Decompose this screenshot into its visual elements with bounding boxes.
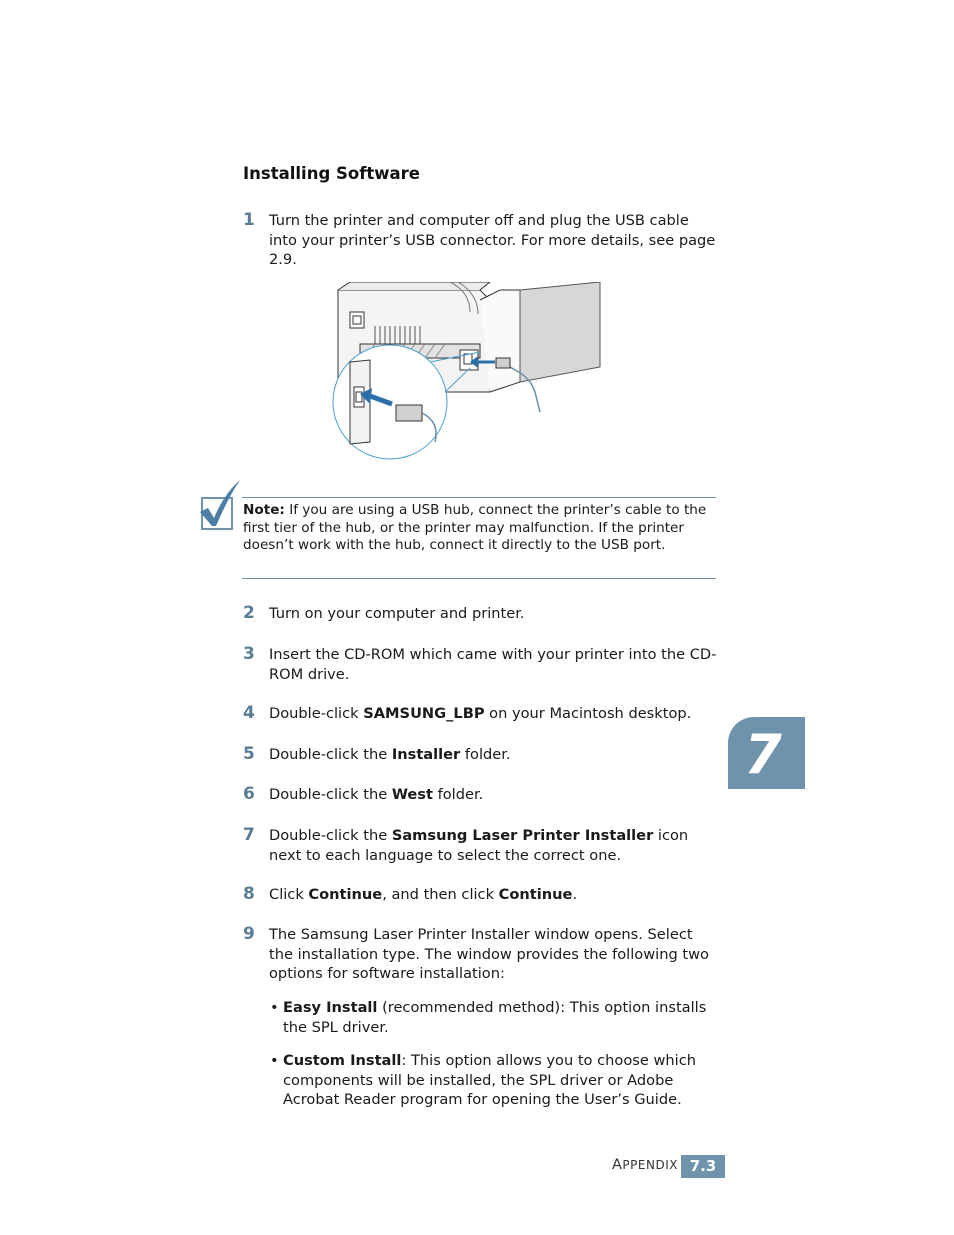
bold-text-run: Samsung Laser Printer Installer bbox=[391, 827, 654, 844]
step-number: 4 bbox=[243, 703, 255, 723]
note-body: If you are using a USB hub, connect the printer’s cable to the first tier of the hub, or the printer may malfunction. If the printer doesn’t work with the hub, connect it directly to the USB port. bbox=[243, 502, 707, 553]
note-text bbox=[243, 502, 713, 555]
note-top-rule bbox=[242, 497, 716, 498]
step-text bbox=[269, 211, 719, 270]
step-text bbox=[269, 826, 719, 865]
chapter-tab bbox=[728, 717, 805, 789]
step-number: 5 bbox=[243, 744, 255, 764]
bold-text-run: Easy Install bbox=[283, 999, 378, 1016]
note-label: Note: bbox=[243, 502, 285, 518]
bullet-text bbox=[283, 998, 718, 1037]
text-run: icon next to each language to select the correct one. bbox=[269, 827, 689, 864]
text-run: Double-click bbox=[269, 705, 364, 722]
step-number: 8 bbox=[243, 884, 255, 904]
step-number: 3 bbox=[243, 644, 255, 664]
step-number: 6 bbox=[243, 784, 255, 804]
step-text bbox=[269, 704, 719, 724]
text-run: Double-click the bbox=[269, 827, 392, 844]
text-run: folder. bbox=[432, 786, 484, 803]
bold-text-run: Continue bbox=[498, 886, 573, 903]
usb-connection-illustration bbox=[330, 282, 605, 462]
bullet-marker: • bbox=[270, 1052, 279, 1069]
text-run: folder. bbox=[460, 746, 511, 763]
bullet-item bbox=[270, 998, 718, 1037]
step-text bbox=[269, 925, 719, 984]
step-number: 1 bbox=[243, 210, 255, 230]
checkmark-note-icon bbox=[198, 478, 242, 532]
text-run: : This option allows you to choose which components will be installed, the SPL driver or Adobe Acrobat Reader program for opening the User’s Guide. bbox=[283, 1052, 696, 1108]
footer-label-rest: PPENDIX bbox=[622, 1158, 678, 1172]
footer-label-initial: A bbox=[612, 1157, 623, 1173]
text-run: Double-click the bbox=[269, 786, 392, 803]
note-bottom-rule bbox=[242, 578, 716, 579]
text-run: on your Macintosh desktop. bbox=[484, 705, 692, 722]
bold-text-run: Installer bbox=[391, 746, 461, 763]
page-number: 7.3 bbox=[681, 1155, 725, 1178]
text-run: , and then click bbox=[382, 886, 499, 903]
text-run: The Samsung Laser Printer Installer window opens. Select the installation type. The window provides the following two options for software installation: bbox=[269, 926, 709, 982]
bullet-text bbox=[283, 1051, 718, 1110]
bold-text-run: SAMSUNG_LBP bbox=[363, 705, 485, 722]
text-run: Turn on your computer and printer. bbox=[269, 605, 525, 622]
step-text bbox=[269, 885, 719, 905]
text-run: . bbox=[572, 886, 578, 903]
bullet-item bbox=[270, 1051, 718, 1110]
text-run: Double-click the bbox=[269, 746, 392, 763]
bold-text-run: Custom Install bbox=[283, 1052, 402, 1069]
step-text bbox=[269, 645, 719, 684]
bold-text-run: West bbox=[391, 786, 433, 803]
bold-text-run: Continue bbox=[308, 886, 383, 903]
step-text bbox=[269, 604, 719, 624]
text-run: (recommended method): This option installs the SPL driver. bbox=[283, 999, 707, 1036]
step-number: 9 bbox=[243, 924, 255, 944]
text-run: Insert the CD-ROM which came with your printer into the CD-ROM drive. bbox=[269, 646, 717, 683]
step-text bbox=[269, 745, 719, 765]
section-heading: Installing Software bbox=[243, 164, 420, 183]
footer-section-label bbox=[612, 1157, 678, 1173]
text-run: Turn the printer and computer off and plug the USB cable into your printer’s USB connector. For more details, see page 2.9. bbox=[269, 212, 716, 268]
step-number: 2 bbox=[243, 603, 255, 623]
step-number: 7 bbox=[243, 825, 255, 845]
step-text bbox=[269, 785, 719, 805]
text-run: Click bbox=[269, 886, 309, 903]
bullet-marker: • bbox=[270, 999, 279, 1016]
chapter-number: 7 bbox=[744, 723, 782, 786]
